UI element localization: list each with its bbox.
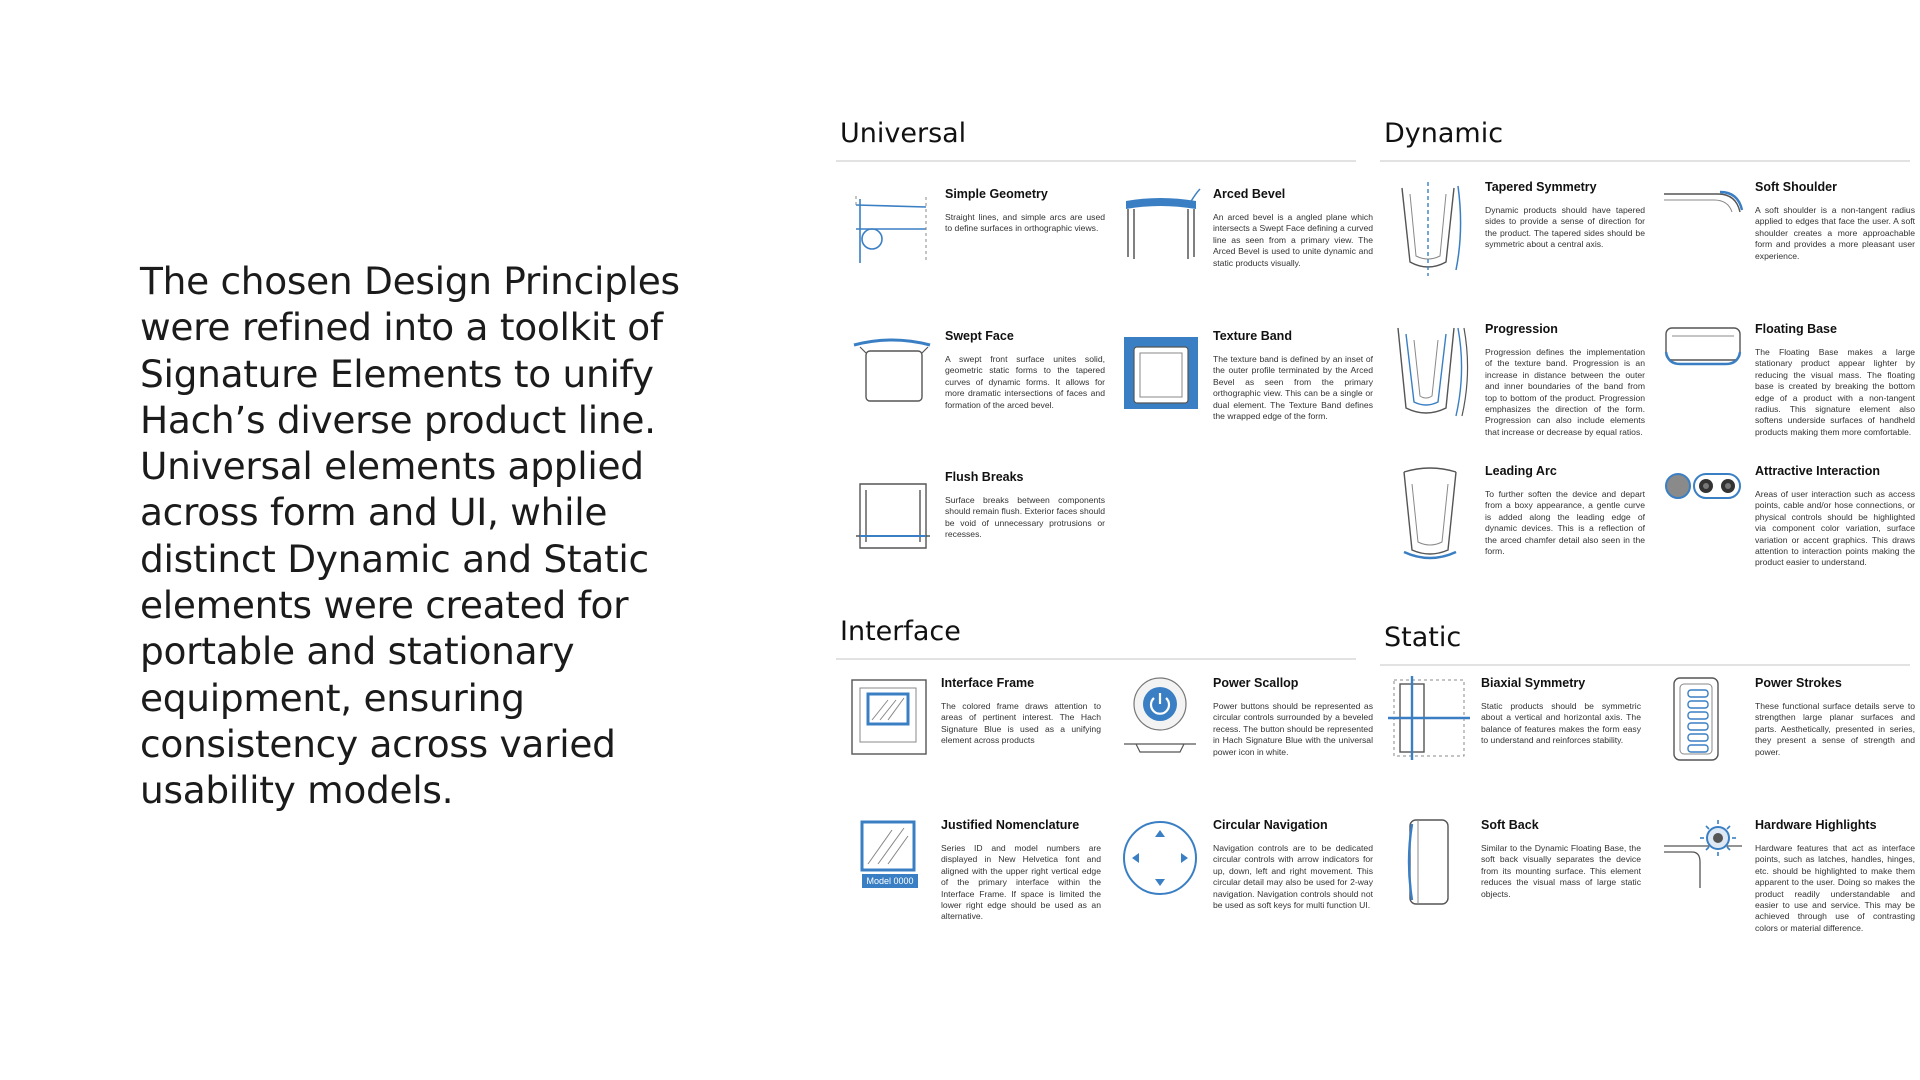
soft-shoulder-icon (1662, 180, 1744, 270)
item-description: An arced bevel is a angled plane which intersects a Swept Face defining a curved line as seen from a primary view. The Arced Bevel is used to unite dynamic and static products visually. (1213, 212, 1373, 268)
item-title: Attractive Interaction (1755, 464, 1881, 478)
signature-element-attractive-interaction (1662, 464, 1920, 594)
section-divider (836, 160, 1356, 162)
signature-element-simple-geometry (852, 187, 1122, 317)
item-description: Progression defines the implementation of the texture band. Progression is an increase in distance between the outer and inner boundaries of the band from top to bottom of the product. Progression emphasizes the direction of the form. Progression can also include elements that increase or decrease by equal ratios. (1485, 347, 1645, 437)
tapered-symmetry-icon (1392, 180, 1474, 270)
item-title: Floating Base (1755, 322, 1837, 336)
item-title: Swept Face (945, 329, 1014, 343)
section-divider (1380, 664, 1910, 666)
signature-element-power-scallop (1120, 676, 1390, 806)
section-divider (836, 658, 1356, 660)
signature-element-hardware-highlights (1662, 818, 1920, 948)
item-title: Power Scallop (1213, 676, 1299, 690)
progression-icon (1392, 322, 1474, 412)
intro-paragraph: The chosen Design Principles were refined into a toolkit of Signature Elements to unify Hach’s diverse product line. Universal elements applied across form and UI, while distinct Dynamic and Static elements were created for portable and stationary equipment, ensuring consistency across varied usability models. (140, 259, 680, 813)
section-divider (1380, 160, 1910, 162)
item-description: The Floating Base makes a large stationary product appear lighter by reducing the visual mass. The floating base is created by breaking the bottom edge of a product with a non-tangent radius. This signature element also softens underside surfaces of handheld products making them more comfortable. (1755, 347, 1915, 437)
biaxial-symmetry-icon (1388, 676, 1470, 766)
item-title: Hardware Highlights (1755, 818, 1877, 832)
item-description: Static products should be symmetric about a vertical and horizontal axis. The balance of features makes the form easy to understand and reinforces stability. (1481, 701, 1641, 746)
interface-frame-icon (848, 676, 930, 766)
leading-arc-icon (1392, 464, 1474, 554)
flush-breaks-icon (852, 470, 934, 560)
signature-element-leading-arc (1392, 464, 1662, 594)
item-description: Series ID and model numbers are displayed in New Helvetica font and aligned with the upper right vertical edge of the primary interface within the Interface Frame. If space is limited the lower right edge should be used as an alternative. (941, 843, 1101, 922)
soft-back-icon (1388, 818, 1470, 908)
section-title-static: Static (1384, 622, 1462, 653)
item-description: Dynamic products should have tapered sides to provide a sense of direction for the product. The tapered sides should be symmetric about a central axis. (1485, 205, 1645, 250)
hardware-highlights-icon (1662, 818, 1744, 908)
item-title: Arced Bevel (1213, 187, 1286, 201)
item-description: To further soften the device and depart from a boxy appearance, a gentle curve is added along the leading edge of dynamic devices. This is a reflection of the arced chamfer detail also seen in the form. (1485, 489, 1645, 557)
simple-geometry-icon (852, 187, 934, 277)
section-title-universal: Universal (840, 118, 967, 149)
signature-element-swept-face (852, 329, 1122, 459)
item-description: Similar to the Dynamic Floating Base, the soft back visually separates the device from its mounting surface. This element reduces the visual mass of large static objects. (1481, 843, 1641, 899)
section-title-dynamic: Dynamic (1384, 118, 1504, 149)
justified-nomenclature-icon (848, 818, 930, 908)
item-title: Circular Navigation (1213, 818, 1328, 832)
item-title: Soft Back (1481, 818, 1539, 832)
item-description: These functional surface details serve to strengthen large planar surfaces and parts. Aesthetically, presented in series, they present a sense of strength and power. (1755, 701, 1915, 757)
signature-element-arced-bevel (1120, 187, 1390, 317)
item-title: Leading Arc (1485, 464, 1557, 478)
section-title-interface: Interface (840, 616, 961, 647)
item-title: Biaxial Symmetry (1481, 676, 1586, 690)
item-title: Tapered Symmetry (1485, 180, 1597, 194)
swept-face-icon (852, 329, 934, 419)
item-description: The colored frame draws attention to areas of pertinent interest. The Hach Signature Blue is used as a unifying element across products (941, 701, 1101, 746)
item-title: Texture Band (1213, 329, 1292, 343)
item-title: Simple Geometry (945, 187, 1048, 201)
item-title: Soft Shoulder (1755, 180, 1837, 194)
signature-element-floating-base (1662, 322, 1920, 452)
arced-bevel-icon (1120, 187, 1202, 277)
item-description: The texture band is defined by an inset of the outer profile terminated by the Arced Bevel as seen from the primary orthographic view. This can be a single or dual element. The Texture Band defines the wrapped edge of the form. (1213, 354, 1373, 422)
item-description: Power buttons should be represented as circular controls surrounded by a beveled recess. The button should be represented in Hach Signature Blue with the universal power icon in white. (1213, 701, 1373, 757)
signature-element-interface-frame (848, 676, 1118, 806)
model-label: Model 0000 (866, 876, 914, 886)
item-title: Interface Frame (941, 676, 1035, 690)
item-description: Hardware features that act as interface points, such as latches, handles, hinges, etc. should be highlighted to make them apparent to the user. Doing so makes the product readily understandable and easier to use and service. This may be achieved through use of contrasting colors or material difference. (1755, 843, 1915, 933)
signature-element-soft-back (1388, 818, 1658, 948)
signature-element-texture-band (1120, 329, 1390, 459)
circular-navigation-icon (1120, 818, 1202, 908)
item-title: Progression (1485, 322, 1558, 336)
signature-element-soft-shoulder (1662, 180, 1920, 310)
power-scallop-icon (1120, 676, 1202, 766)
item-title: Power Strokes (1755, 676, 1842, 690)
item-description: Navigation controls are to be dedicated circular controls with arrow indicators for up, down, left and right movement. This circular detail may also be used for 2-way navigation. Navigation controls should not be used as soft keys for multi function UI. (1213, 843, 1373, 911)
attractive-interaction-icon (1662, 464, 1744, 554)
floating-base-icon (1662, 322, 1744, 412)
item-description: Surface breaks between components should remain flush. Exterior faces should be void of unnecessary protrusions or recesses. (945, 495, 1105, 540)
texture-band-icon (1120, 329, 1202, 419)
item-description: A soft shoulder is a non-tangent radius applied to edges that face the user. A soft shoulder creates a more approachable form and provides a more pleasant user experience. (1755, 205, 1915, 261)
item-description: A swept front surface unites solid, geometric static forms to the tapered curves of dynamic forms. It allows for more dramatic intersections of faces and formation of the arced bevel. (945, 354, 1105, 410)
signature-element-circular-navigation (1120, 818, 1390, 948)
signature-element-progression (1392, 322, 1662, 452)
item-title: Flush Breaks (945, 470, 1024, 484)
signature-element-tapered-symmetry (1392, 180, 1662, 310)
item-description: Areas of user interaction such as access points, cable and/or hose connections, or physical controls should be highlighted via component color variation, surface variation or accent graphics. This draws attention to interaction points making the product easier to understand. (1755, 489, 1915, 568)
item-description: Straight lines, and simple arcs are used to define surfaces in orthographic views. (945, 212, 1105, 234)
signature-element-biaxial-symmetry (1388, 676, 1658, 806)
item-title: Justified Nomenclature (941, 818, 1080, 832)
power-strokes-icon (1662, 676, 1744, 766)
signature-element-power-strokes (1662, 676, 1920, 806)
signature-element-flush-breaks (852, 470, 1122, 600)
signature-element-justified-nomenclature (848, 818, 1118, 948)
